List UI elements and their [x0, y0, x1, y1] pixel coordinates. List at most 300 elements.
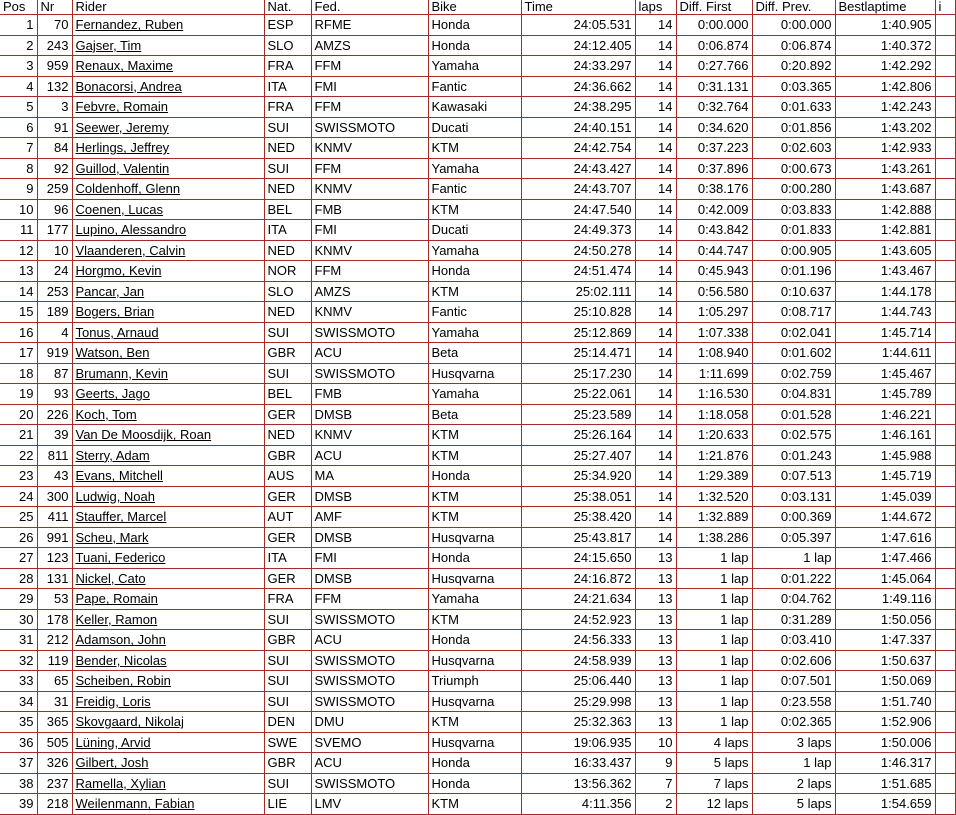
- cell-bike: Yamaha: [428, 158, 521, 179]
- cell-bike: Honda: [428, 35, 521, 56]
- cell-pos: 33: [0, 671, 37, 692]
- table-row: [0, 281, 955, 302]
- cell-bestlaptime: 1:42.292: [835, 56, 935, 77]
- rider-link[interactable]: Koch, Tom: [75, 406, 137, 422]
- cell-pos: 5: [0, 97, 37, 118]
- col-header-time: Time: [521, 0, 635, 15]
- table-row: [0, 650, 955, 671]
- cell-nat: NED: [264, 425, 311, 446]
- rider-link[interactable]: Ramella, Xylian: [75, 775, 166, 791]
- cell-nat: GER: [264, 486, 311, 507]
- cell-diff-first: 4 laps: [676, 732, 752, 753]
- rider-link[interactable]: Stauffer, Marcel: [75, 509, 167, 525]
- cell-diff-prev: 0:02.603: [752, 138, 835, 159]
- rider-link[interactable]: Lupino, Alessandro: [75, 222, 187, 238]
- cell-fed: SWISSMOTO: [311, 117, 428, 138]
- rider-link[interactable]: Pape, Romain: [75, 591, 158, 607]
- cell-nr: 189: [37, 302, 72, 323]
- cell-info: [935, 138, 955, 159]
- rider-link[interactable]: Adamson, John: [75, 632, 166, 648]
- cell-laps: 14: [635, 425, 676, 446]
- cell-rider: [72, 691, 264, 712]
- cell-bike: Yamaha: [428, 589, 521, 610]
- cell-info: [935, 732, 955, 753]
- cell-laps: 14: [635, 384, 676, 405]
- cell-rider: [72, 322, 264, 343]
- rider-link[interactable]: Freidig, Loris: [75, 693, 151, 709]
- table-row: [0, 794, 955, 815]
- cell-diff-first: 1 lap: [676, 630, 752, 651]
- cell-bike: Yamaha: [428, 240, 521, 261]
- cell-pos: 14: [0, 281, 37, 302]
- cell-bike: Fantic: [428, 76, 521, 97]
- cell-bestlaptime: 1:45.064: [835, 568, 935, 589]
- cell-diff-prev: 0:00.905: [752, 240, 835, 261]
- cell-rider: [72, 281, 264, 302]
- cell-bike: Fantic: [428, 302, 521, 323]
- table-row: [0, 261, 955, 282]
- cell-diff-first: 1:05.297: [676, 302, 752, 323]
- cell-info: [935, 35, 955, 56]
- cell-diff-first: 0:34.620: [676, 117, 752, 138]
- cell-fed: FMI: [311, 220, 428, 241]
- cell-rider: [72, 527, 264, 548]
- cell-time: 25:29.998: [521, 691, 635, 712]
- rider-link[interactable]: Coldenhoff, Glenn: [75, 181, 181, 197]
- rider-link[interactable]: Seewer, Jeremy: [75, 119, 169, 135]
- cell-pos: 32: [0, 650, 37, 671]
- cell-diff-first: 1:16.530: [676, 384, 752, 405]
- cell-bestlaptime: 1:40.372: [835, 35, 935, 56]
- cell-info: [935, 343, 955, 364]
- cell-nr: 65: [37, 671, 72, 692]
- cell-info: [935, 609, 955, 630]
- cell-time: 24:47.540: [521, 199, 635, 220]
- rider-link[interactable]: Gilbert, Josh: [75, 755, 149, 771]
- cell-diff-first: 0:37.223: [676, 138, 752, 159]
- rider-link[interactable]: Keller, Ramon: [75, 611, 158, 627]
- cell-rider: [72, 466, 264, 487]
- cell-rider: [72, 712, 264, 733]
- cell-laps: 13: [635, 691, 676, 712]
- cell-fed: FMI: [311, 548, 428, 569]
- cell-bestlaptime: 1:44.672: [835, 507, 935, 528]
- cell-rider: [72, 732, 264, 753]
- cell-diff-first: 1:20.633: [676, 425, 752, 446]
- cell-pos: 7: [0, 138, 37, 159]
- rider-link[interactable]: Tonus, Arnaud: [75, 324, 159, 340]
- cell-diff-prev: 0:00.369: [752, 507, 835, 528]
- table-row: [0, 691, 955, 712]
- cell-nr: 919: [37, 343, 72, 364]
- table-row: [0, 630, 955, 651]
- cell-info: [935, 486, 955, 507]
- cell-fed: MA: [311, 466, 428, 487]
- cell-nat: SUI: [264, 158, 311, 179]
- rider-link[interactable]: Van De Moosdijk, Roan: [75, 427, 212, 443]
- cell-bestlaptime: 1:42.888: [835, 199, 935, 220]
- cell-nr: 131: [37, 568, 72, 589]
- cell-diff-prev: 0:02.365: [752, 712, 835, 733]
- cell-time: 25:10.828: [521, 302, 635, 323]
- cell-diff-first: 1 lap: [676, 609, 752, 630]
- cell-nr: 505: [37, 732, 72, 753]
- cell-fed: FFM: [311, 261, 428, 282]
- cell-rider: [72, 548, 264, 569]
- rider-link[interactable]: Fernandez, Ruben: [75, 17, 184, 33]
- cell-pos: 15: [0, 302, 37, 323]
- cell-time: 25:17.230: [521, 363, 635, 384]
- cell-info: [935, 671, 955, 692]
- cell-laps: 14: [635, 15, 676, 36]
- cell-pos: 6: [0, 117, 37, 138]
- cell-bike: Husqvarna: [428, 527, 521, 548]
- cell-time: 25:14.471: [521, 343, 635, 364]
- col-header-bestlaptime: Bestlaptime: [835, 0, 935, 15]
- cell-nr: 119: [37, 650, 72, 671]
- cell-time: 24:33.297: [521, 56, 635, 77]
- cell-diff-prev: 0:04.762: [752, 589, 835, 610]
- col-header-rider: Rider: [72, 0, 264, 15]
- col-header-diff-prev: Diff. Prev.: [752, 0, 835, 15]
- rider-link[interactable]: Herlings, Jeffrey: [75, 140, 170, 156]
- cell-nr: 24: [37, 261, 72, 282]
- cell-bike: Husqvarna: [428, 732, 521, 753]
- cell-nat: FRA: [264, 589, 311, 610]
- cell-bike: Honda: [428, 261, 521, 282]
- cell-pos: 31: [0, 630, 37, 651]
- rider-link[interactable]: Watson, Ben: [75, 345, 150, 361]
- cell-diff-first: 1 lap: [676, 548, 752, 569]
- cell-nat: SUI: [264, 691, 311, 712]
- cell-nr: 10: [37, 240, 72, 261]
- cell-time: 25:27.407: [521, 445, 635, 466]
- rider-link[interactable]: Weilenmann, Fabian: [75, 796, 195, 812]
- cell-info: [935, 158, 955, 179]
- cell-nr: 243: [37, 35, 72, 56]
- cell-fed: KNMV: [311, 302, 428, 323]
- cell-fed: ACU: [311, 753, 428, 774]
- cell-rider: [72, 753, 264, 774]
- cell-diff-first: 1 lap: [676, 589, 752, 610]
- cell-laps: 14: [635, 445, 676, 466]
- cell-rider: [72, 671, 264, 692]
- col-header-nat: Nat.: [264, 0, 311, 15]
- cell-pos: 26: [0, 527, 37, 548]
- cell-nr: 39: [37, 425, 72, 446]
- cell-diff-first: 1 lap: [676, 691, 752, 712]
- cell-fed: SVEMO: [311, 732, 428, 753]
- cell-fed: SWISSMOTO: [311, 322, 428, 343]
- rider-link[interactable]: Brumann, Kevin: [75, 365, 168, 381]
- cell-nr: 3: [37, 97, 72, 118]
- cell-rider: [72, 302, 264, 323]
- cell-diff-first: 0:43.842: [676, 220, 752, 241]
- cell-bestlaptime: 1:45.467: [835, 363, 935, 384]
- rider-link[interactable]: Gajser, Tim: [75, 37, 142, 53]
- cell-bestlaptime: 1:43.605: [835, 240, 935, 261]
- table-row: [0, 466, 955, 487]
- cell-diff-first: 1:29.389: [676, 466, 752, 487]
- cell-laps: 13: [635, 630, 676, 651]
- cell-info: [935, 302, 955, 323]
- cell-nr: 31: [37, 691, 72, 712]
- header-row: [0, 0, 955, 15]
- cell-nat: SWE: [264, 732, 311, 753]
- rider-link[interactable]: Ludwig, Noah: [75, 488, 155, 504]
- cell-time: 24:40.151: [521, 117, 635, 138]
- cell-laps: 14: [635, 261, 676, 282]
- cell-bestlaptime: 1:46.221: [835, 404, 935, 425]
- cell-pos: 30: [0, 609, 37, 630]
- cell-rider: [72, 56, 264, 77]
- cell-info: [935, 466, 955, 487]
- cell-rider: [72, 794, 264, 815]
- table-row: [0, 97, 955, 118]
- rider-link[interactable]: Bonacorsi, Andrea: [75, 78, 182, 94]
- cell-laps: 14: [635, 97, 676, 118]
- table-row: [0, 76, 955, 97]
- cell-time: 25:38.051: [521, 486, 635, 507]
- cell-nat: ITA: [264, 76, 311, 97]
- cell-rider: [72, 630, 264, 651]
- col-header-diff-first: Diff. First: [676, 0, 752, 15]
- cell-fed: DMU: [311, 712, 428, 733]
- cell-bestlaptime: 1:54.659: [835, 794, 935, 815]
- cell-time: 25:12.869: [521, 322, 635, 343]
- cell-laps: 13: [635, 568, 676, 589]
- cell-bestlaptime: 1:43.467: [835, 261, 935, 282]
- rider-link[interactable]: Evans, Mitchell: [75, 468, 163, 484]
- cell-bike: Honda: [428, 466, 521, 487]
- rider-link[interactable]: Lüning, Arvid: [75, 734, 151, 750]
- cell-laps: 14: [635, 117, 676, 138]
- cell-pos: 18: [0, 363, 37, 384]
- cell-time: 24:50.278: [521, 240, 635, 261]
- cell-rider: [72, 220, 264, 241]
- cell-fed: SWISSMOTO: [311, 650, 428, 671]
- cell-bestlaptime: 1:43.202: [835, 117, 935, 138]
- cell-diff-first: 1:11.699: [676, 363, 752, 384]
- cell-laps: 14: [635, 179, 676, 200]
- cell-diff-prev: 0:02.759: [752, 363, 835, 384]
- cell-pos: 4: [0, 76, 37, 97]
- cell-laps: 13: [635, 671, 676, 692]
- rider-link[interactable]: Horgmo, Kevin: [75, 263, 162, 279]
- rider-link[interactable]: Skovgaard, Nikolaj: [75, 714, 184, 730]
- cell-time: 24:16.872: [521, 568, 635, 589]
- table-row: [0, 199, 955, 220]
- cell-bestlaptime: 1:42.806: [835, 76, 935, 97]
- cell-diff-prev: 0:01.602: [752, 343, 835, 364]
- cell-fed: FFM: [311, 56, 428, 77]
- rider-link[interactable]: Bender, Nicolas: [75, 652, 167, 668]
- cell-rider: [72, 445, 264, 466]
- cell-bike: Honda: [428, 753, 521, 774]
- cell-nr: 178: [37, 609, 72, 630]
- cell-nr: 177: [37, 220, 72, 241]
- cell-rider: [72, 384, 264, 405]
- table-row: [0, 343, 955, 364]
- cell-pos: 17: [0, 343, 37, 364]
- cell-pos: 23: [0, 466, 37, 487]
- rider-link[interactable]: Vlaanderen, Calvin: [75, 242, 186, 258]
- cell-info: [935, 117, 955, 138]
- cell-nat: ESP: [264, 15, 311, 36]
- cell-fed: FFM: [311, 589, 428, 610]
- rider-link[interactable]: Bogers, Brian: [75, 304, 155, 320]
- rider-link[interactable]: Sterry, Adam: [75, 447, 150, 463]
- rider-link[interactable]: Febvre, Romain: [75, 99, 168, 115]
- cell-fed: DMSB: [311, 527, 428, 548]
- cell-rider: [72, 15, 264, 36]
- cell-diff-first: 0:38.176: [676, 179, 752, 200]
- cell-bestlaptime: 1:49.116: [835, 589, 935, 610]
- cell-laps: 14: [635, 158, 676, 179]
- cell-fed: AMZS: [311, 35, 428, 56]
- cell-laps: 14: [635, 35, 676, 56]
- rider-link[interactable]: Tuani, Federico: [75, 550, 166, 566]
- cell-nr: 300: [37, 486, 72, 507]
- table-row: [0, 117, 955, 138]
- cell-pos: 19: [0, 384, 37, 405]
- cell-nat: FRA: [264, 97, 311, 118]
- cell-fed: SWISSMOTO: [311, 691, 428, 712]
- cell-diff-prev: 1 lap: [752, 548, 835, 569]
- cell-nr: 92: [37, 158, 72, 179]
- cell-diff-prev: 0:03.365: [752, 76, 835, 97]
- cell-pos: 3: [0, 56, 37, 77]
- cell-nat: SUI: [264, 773, 311, 794]
- cell-diff-prev: 5 laps: [752, 794, 835, 815]
- cell-bike: KTM: [428, 609, 521, 630]
- rider-link[interactable]: Nickel, Cato: [75, 570, 146, 586]
- cell-rider: [72, 507, 264, 528]
- cell-fed: KNMV: [311, 240, 428, 261]
- table-row: [0, 425, 955, 446]
- col-header-laps: laps: [635, 0, 676, 15]
- cell-nr: 4: [37, 322, 72, 343]
- cell-laps: 14: [635, 322, 676, 343]
- cell-time: 25:02.111: [521, 281, 635, 302]
- cell-bestlaptime: 1:45.789: [835, 384, 935, 405]
- col-header-bike: Bike: [428, 0, 521, 15]
- cell-info: [935, 630, 955, 651]
- cell-nat: FRA: [264, 56, 311, 77]
- rider-link[interactable]: Pancar, Jan: [75, 283, 145, 299]
- cell-info: [935, 281, 955, 302]
- rider-link[interactable]: Renaux, Maxime: [75, 58, 174, 74]
- cell-bike: KTM: [428, 794, 521, 815]
- cell-laps: 14: [635, 302, 676, 323]
- cell-pos: 39: [0, 794, 37, 815]
- cell-diff-first: 1:21.876: [676, 445, 752, 466]
- cell-nat: NED: [264, 240, 311, 261]
- table-row: [0, 486, 955, 507]
- cell-info: [935, 753, 955, 774]
- cell-pos: 37: [0, 753, 37, 774]
- cell-bestlaptime: 1:47.466: [835, 548, 935, 569]
- cell-rider: [72, 425, 264, 446]
- cell-diff-first: 1 lap: [676, 650, 752, 671]
- cell-info: [935, 384, 955, 405]
- cell-fed: FMI: [311, 76, 428, 97]
- cell-diff-prev: 1 lap: [752, 753, 835, 774]
- cell-rider: [72, 568, 264, 589]
- cell-info: [935, 220, 955, 241]
- cell-bestlaptime: 1:47.337: [835, 630, 935, 651]
- cell-bike: Beta: [428, 404, 521, 425]
- cell-bestlaptime: 1:50.056: [835, 609, 935, 630]
- cell-pos: 1: [0, 15, 37, 36]
- cell-bike: Husqvarna: [428, 691, 521, 712]
- cell-bestlaptime: 1:44.611: [835, 343, 935, 364]
- rider-link[interactable]: Scheu, Mark: [75, 529, 149, 545]
- cell-diff-first: 0:31.131: [676, 76, 752, 97]
- cell-nat: SUI: [264, 322, 311, 343]
- cell-diff-first: 0:56.580: [676, 281, 752, 302]
- cell-nat: SUI: [264, 609, 311, 630]
- cell-info: [935, 507, 955, 528]
- cell-rider: [72, 404, 264, 425]
- cell-nat: GBR: [264, 753, 311, 774]
- cell-bestlaptime: 1:51.685: [835, 773, 935, 794]
- cell-bike: Yamaha: [428, 384, 521, 405]
- cell-bike: Beta: [428, 343, 521, 364]
- rider-link[interactable]: Scheiben, Robin: [75, 673, 171, 689]
- cell-nat: ITA: [264, 220, 311, 241]
- cell-bike: Ducati: [428, 220, 521, 241]
- cell-laps: 14: [635, 220, 676, 241]
- table-row: [0, 671, 955, 692]
- cell-nat: NED: [264, 179, 311, 200]
- cell-nat: LIE: [264, 794, 311, 815]
- cell-fed: AMF: [311, 507, 428, 528]
- cell-info: [935, 179, 955, 200]
- cell-nr: 93: [37, 384, 72, 405]
- cell-diff-prev: 0:07.513: [752, 466, 835, 487]
- cell-pos: 21: [0, 425, 37, 446]
- cell-rider: [72, 138, 264, 159]
- cell-fed: FMB: [311, 384, 428, 405]
- cell-pos: 24: [0, 486, 37, 507]
- rider-link[interactable]: Geerts, Jago: [75, 386, 150, 402]
- cell-bestlaptime: 1:50.006: [835, 732, 935, 753]
- cell-rider: [72, 76, 264, 97]
- rider-link[interactable]: Coenen, Lucas: [75, 201, 163, 217]
- cell-pos: 28: [0, 568, 37, 589]
- cell-diff-first: 0:27.766: [676, 56, 752, 77]
- cell-time: 25:32.363: [521, 712, 635, 733]
- cell-diff-prev: 0:01.633: [752, 97, 835, 118]
- cell-time: 19:06.935: [521, 732, 635, 753]
- cell-diff-first: 5 laps: [676, 753, 752, 774]
- cell-time: 13:56.362: [521, 773, 635, 794]
- cell-time: 25:22.061: [521, 384, 635, 405]
- table-row: [0, 507, 955, 528]
- cell-info: [935, 548, 955, 569]
- cell-bike: Honda: [428, 548, 521, 569]
- cell-fed: SWISSMOTO: [311, 609, 428, 630]
- cell-bestlaptime: 1:46.161: [835, 425, 935, 446]
- table-row: [0, 732, 955, 753]
- table-row: [0, 240, 955, 261]
- cell-pos: 11: [0, 220, 37, 241]
- cell-diff-prev: 0:07.501: [752, 671, 835, 692]
- cell-diff-first: 1 lap: [676, 712, 752, 733]
- cell-pos: 8: [0, 158, 37, 179]
- rider-link[interactable]: Guillod, Valentin: [75, 160, 170, 176]
